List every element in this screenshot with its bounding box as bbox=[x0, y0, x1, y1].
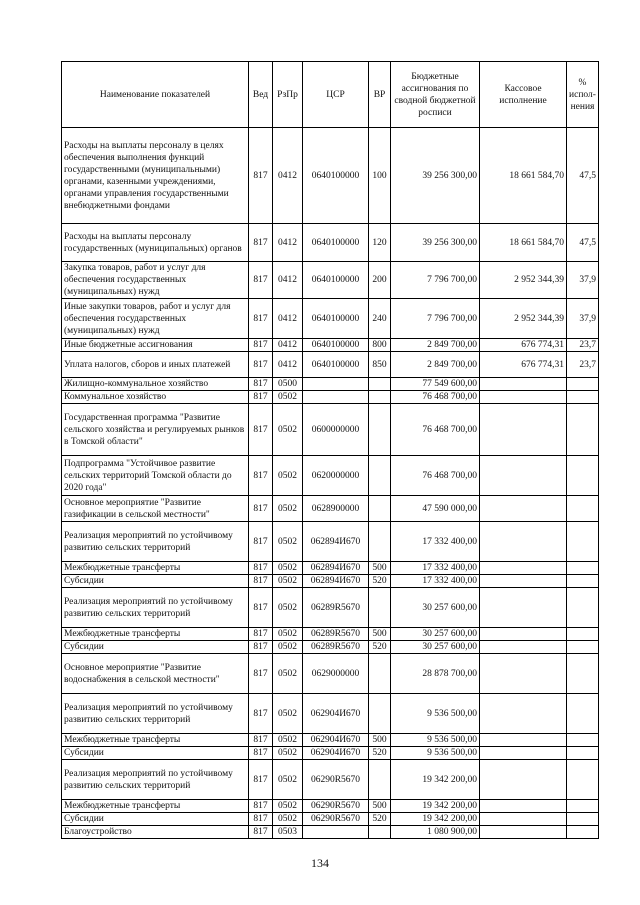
row-cash bbox=[480, 628, 567, 641]
row-budget: 39 256 300,00 bbox=[391, 128, 480, 224]
row-cash bbox=[480, 734, 567, 747]
row-cash bbox=[480, 522, 567, 562]
row-ved: 817 bbox=[249, 813, 273, 826]
row-rzpr: 0502 bbox=[273, 747, 303, 760]
row-cash bbox=[480, 378, 567, 391]
row-ved: 817 bbox=[249, 588, 273, 628]
row-rzpr: 0502 bbox=[273, 391, 303, 404]
table-row bbox=[62, 813, 599, 826]
row-ved: 817 bbox=[249, 262, 273, 299]
row-csr: 06289R5670 bbox=[303, 588, 369, 628]
header-cash: Кассовое исполнение bbox=[480, 62, 567, 128]
row-rzpr: 0502 bbox=[273, 588, 303, 628]
table-body bbox=[62, 128, 599, 839]
row-rzpr: 0500 bbox=[273, 378, 303, 391]
table-row bbox=[62, 456, 599, 496]
row-percent bbox=[567, 760, 599, 800]
row-rzpr: 0502 bbox=[273, 760, 303, 800]
row-ved: 817 bbox=[249, 522, 273, 562]
row-vr bbox=[369, 391, 391, 404]
row-name: Благоустройство bbox=[62, 826, 249, 839]
table-row bbox=[62, 694, 599, 734]
row-budget: 30 257 600,00 bbox=[391, 588, 480, 628]
row-percent bbox=[567, 404, 599, 456]
header-percent: % испол-нения bbox=[567, 62, 599, 128]
row-rzpr: 0502 bbox=[273, 496, 303, 522]
row-budget: 9 536 500,00 bbox=[391, 747, 480, 760]
row-percent bbox=[567, 826, 599, 839]
row-csr: 0640100000 bbox=[303, 352, 369, 378]
row-ved: 817 bbox=[249, 224, 273, 262]
row-vr: 520 bbox=[369, 641, 391, 654]
row-vr bbox=[369, 456, 391, 496]
row-ved: 817 bbox=[249, 694, 273, 734]
row-budget: 19 342 200,00 bbox=[391, 813, 480, 826]
row-cash: 18 661 584,70 bbox=[480, 128, 567, 224]
row-ved: 817 bbox=[249, 760, 273, 800]
row-ved: 817 bbox=[249, 654, 273, 694]
row-cash: 2 952 344,39 bbox=[480, 262, 567, 299]
row-name: Субсидии bbox=[62, 575, 249, 588]
row-cash: 2 952 344,39 bbox=[480, 299, 567, 339]
header-name: Наименование показателей bbox=[62, 62, 249, 128]
table-row bbox=[62, 575, 599, 588]
row-percent bbox=[567, 456, 599, 496]
header-budget: Бюджетные ассигнования по сводной бюджетной росписи bbox=[391, 62, 480, 128]
row-vr: 520 bbox=[369, 575, 391, 588]
row-csr: 0628900000 bbox=[303, 496, 369, 522]
row-vr: 520 bbox=[369, 813, 391, 826]
row-percent: 47,5 bbox=[567, 128, 599, 224]
row-rzpr: 0502 bbox=[273, 800, 303, 813]
row-vr bbox=[369, 404, 391, 456]
row-name: Государственная программа "Развитие сельского хозяйства и регулируемых рынков в Томской области" bbox=[62, 404, 249, 456]
table-row bbox=[62, 352, 599, 378]
row-budget: 9 536 500,00 bbox=[391, 734, 480, 747]
row-budget: 7 796 700,00 bbox=[391, 299, 480, 339]
row-ved: 817 bbox=[249, 456, 273, 496]
row-ved: 817 bbox=[249, 826, 273, 839]
row-vr bbox=[369, 694, 391, 734]
row-vr: 240 bbox=[369, 299, 391, 339]
row-budget: 1 080 900,00 bbox=[391, 826, 480, 839]
row-ved: 817 bbox=[249, 734, 273, 747]
row-cash bbox=[480, 391, 567, 404]
row-name: Межбюджетные трансферты bbox=[62, 628, 249, 641]
row-csr bbox=[303, 391, 369, 404]
row-rzpr: 0502 bbox=[273, 628, 303, 641]
row-csr: 0640100000 bbox=[303, 128, 369, 224]
table-row bbox=[62, 299, 599, 339]
row-budget: 17 332 400,00 bbox=[391, 522, 480, 562]
row-vr: 850 bbox=[369, 352, 391, 378]
table-header-row bbox=[62, 62, 599, 128]
row-percent: 23,7 bbox=[567, 352, 599, 378]
row-rzpr: 0412 bbox=[273, 262, 303, 299]
row-rzpr: 0502 bbox=[273, 404, 303, 456]
row-rzpr: 0502 bbox=[273, 641, 303, 654]
table-row bbox=[62, 747, 599, 760]
header-rzpr: РзПр bbox=[273, 62, 303, 128]
table-row bbox=[62, 339, 599, 352]
row-budget: 2 849 700,00 bbox=[391, 352, 480, 378]
row-percent bbox=[567, 694, 599, 734]
row-name: Реализация мероприятий по устойчивому развитию сельских территорий bbox=[62, 760, 249, 800]
row-name: Субсидии bbox=[62, 747, 249, 760]
header-ved: Вед bbox=[249, 62, 273, 128]
row-name: Субсидии bbox=[62, 813, 249, 826]
row-percent bbox=[567, 800, 599, 813]
row-budget: 30 257 600,00 bbox=[391, 641, 480, 654]
row-vr bbox=[369, 826, 391, 839]
row-cash bbox=[480, 575, 567, 588]
row-percent bbox=[567, 522, 599, 562]
row-csr: 062904И670 bbox=[303, 694, 369, 734]
row-budget: 19 342 200,00 bbox=[391, 760, 480, 800]
row-ved: 817 bbox=[249, 496, 273, 522]
table-row bbox=[62, 641, 599, 654]
row-budget: 9 536 500,00 bbox=[391, 694, 480, 734]
row-csr: 062904И670 bbox=[303, 747, 369, 760]
row-budget: 76 468 700,00 bbox=[391, 391, 480, 404]
row-percent: 47,5 bbox=[567, 224, 599, 262]
row-csr: 0629000000 bbox=[303, 654, 369, 694]
row-vr: 120 bbox=[369, 224, 391, 262]
row-cash bbox=[480, 826, 567, 839]
row-csr: 062894И670 bbox=[303, 522, 369, 562]
row-csr: 0640100000 bbox=[303, 224, 369, 262]
table-row bbox=[62, 391, 599, 404]
row-budget: 76 468 700,00 bbox=[391, 404, 480, 456]
table-row bbox=[62, 496, 599, 522]
row-cash bbox=[480, 800, 567, 813]
row-vr bbox=[369, 522, 391, 562]
table-row bbox=[62, 760, 599, 800]
row-budget: 76 468 700,00 bbox=[391, 456, 480, 496]
row-percent bbox=[567, 391, 599, 404]
row-ved: 817 bbox=[249, 339, 273, 352]
row-csr: 0620000000 bbox=[303, 456, 369, 496]
row-ved: 817 bbox=[249, 628, 273, 641]
row-percent bbox=[567, 734, 599, 747]
row-name: Подпрограмма "Устойчивое развитие сельских территорий Томской области до 2020 года" bbox=[62, 456, 249, 496]
row-cash bbox=[480, 641, 567, 654]
row-csr: 062894И670 bbox=[303, 562, 369, 575]
table-row bbox=[62, 224, 599, 262]
table-row bbox=[62, 378, 599, 391]
row-vr: 500 bbox=[369, 734, 391, 747]
table-row bbox=[62, 562, 599, 575]
row-vr bbox=[369, 588, 391, 628]
row-csr: 0640100000 bbox=[303, 262, 369, 299]
row-cash bbox=[480, 588, 567, 628]
table-row bbox=[62, 654, 599, 694]
row-csr: 0640100000 bbox=[303, 299, 369, 339]
row-cash bbox=[480, 747, 567, 760]
row-csr: 06290R5670 bbox=[303, 760, 369, 800]
row-csr: 062904И670 bbox=[303, 734, 369, 747]
row-csr: 0600000000 bbox=[303, 404, 369, 456]
header-csr: ЦСР bbox=[303, 62, 369, 128]
row-cash bbox=[480, 760, 567, 800]
row-cash bbox=[480, 456, 567, 496]
header-vr: ВР bbox=[369, 62, 391, 128]
row-rzpr: 0502 bbox=[273, 813, 303, 826]
row-name: Реализация мероприятий по устойчивому развитию сельских территорий bbox=[62, 694, 249, 734]
row-rzpr: 0502 bbox=[273, 562, 303, 575]
row-rzpr: 0412 bbox=[273, 339, 303, 352]
row-rzpr: 0502 bbox=[273, 734, 303, 747]
row-cash bbox=[480, 404, 567, 456]
row-rzpr: 0502 bbox=[273, 654, 303, 694]
row-name: Иные закупки товаров, работ и услуг для обеспечения государственных (муниципальных) нужд bbox=[62, 299, 249, 339]
row-budget: 17 332 400,00 bbox=[391, 575, 480, 588]
row-csr bbox=[303, 378, 369, 391]
row-vr: 800 bbox=[369, 339, 391, 352]
table-row bbox=[62, 734, 599, 747]
table-row bbox=[62, 128, 599, 224]
row-cash: 676 774,31 bbox=[480, 339, 567, 352]
row-vr bbox=[369, 760, 391, 800]
budget-table bbox=[61, 61, 599, 839]
row-csr: 06289R5670 bbox=[303, 641, 369, 654]
row-budget: 2 849 700,00 bbox=[391, 339, 480, 352]
row-rzpr: 0412 bbox=[273, 224, 303, 262]
row-name: Межбюджетные трансферты bbox=[62, 562, 249, 575]
row-ved: 817 bbox=[249, 391, 273, 404]
row-ved: 817 bbox=[249, 128, 273, 224]
table-row bbox=[62, 404, 599, 456]
row-percent bbox=[567, 813, 599, 826]
row-vr bbox=[369, 378, 391, 391]
row-percent: 37,9 bbox=[567, 299, 599, 339]
row-cash bbox=[480, 496, 567, 522]
row-ved: 817 bbox=[249, 404, 273, 456]
row-budget: 19 342 200,00 bbox=[391, 800, 480, 813]
table-row bbox=[62, 826, 599, 839]
row-percent bbox=[567, 575, 599, 588]
row-vr: 520 bbox=[369, 747, 391, 760]
row-name: Коммунальное хозяйство bbox=[62, 391, 249, 404]
row-vr bbox=[369, 654, 391, 694]
table-row bbox=[62, 262, 599, 299]
row-name: Уплата налогов, сборов и иных платежей bbox=[62, 352, 249, 378]
row-name: Реализация мероприятий по устойчивому развитию сельских территорий bbox=[62, 588, 249, 628]
row-cash bbox=[480, 694, 567, 734]
row-vr bbox=[369, 496, 391, 522]
row-name: Жилищно-коммунальное хозяйство bbox=[62, 378, 249, 391]
row-ved: 817 bbox=[249, 575, 273, 588]
row-csr: 06289R5670 bbox=[303, 628, 369, 641]
table-row bbox=[62, 628, 599, 641]
row-vr: 500 bbox=[369, 800, 391, 813]
row-rzpr: 0412 bbox=[273, 352, 303, 378]
row-ved: 817 bbox=[249, 299, 273, 339]
row-cash bbox=[480, 562, 567, 575]
row-csr: 062894И670 bbox=[303, 575, 369, 588]
row-cash: 18 661 584,70 bbox=[480, 224, 567, 262]
row-budget: 39 256 300,00 bbox=[391, 224, 480, 262]
row-name: Расходы на выплаты персоналу в целях обеспечения выполнения функций государственными (муниципальными) органами, казенными учреждениями, органами управления государственными внебюджетными фондами bbox=[62, 128, 249, 224]
row-ved: 817 bbox=[249, 641, 273, 654]
row-name: Иные бюджетные ассигнования bbox=[62, 339, 249, 352]
row-ved: 817 bbox=[249, 800, 273, 813]
row-percent: 37,9 bbox=[567, 262, 599, 299]
row-rzpr: 0412 bbox=[273, 299, 303, 339]
table-row bbox=[62, 522, 599, 562]
row-rzpr: 0503 bbox=[273, 826, 303, 839]
row-ved: 817 bbox=[249, 747, 273, 760]
row-budget: 7 796 700,00 bbox=[391, 262, 480, 299]
row-percent bbox=[567, 588, 599, 628]
row-ved: 817 bbox=[249, 562, 273, 575]
row-percent bbox=[567, 628, 599, 641]
row-cash bbox=[480, 813, 567, 826]
table-row bbox=[62, 800, 599, 813]
row-name: Межбюджетные трансферты bbox=[62, 800, 249, 813]
row-rzpr: 0412 bbox=[273, 128, 303, 224]
row-ved: 817 bbox=[249, 378, 273, 391]
row-name: Расходы на выплаты персоналу государственных (муниципальных) органов bbox=[62, 224, 249, 262]
row-cash: 676 774,31 bbox=[480, 352, 567, 378]
row-percent bbox=[567, 562, 599, 575]
row-rzpr: 0502 bbox=[273, 575, 303, 588]
row-cash bbox=[480, 654, 567, 694]
row-rzpr: 0502 bbox=[273, 522, 303, 562]
row-percent bbox=[567, 654, 599, 694]
row-csr: 0640100000 bbox=[303, 339, 369, 352]
row-name: Основное мероприятие "Развитие газификации в сельской местности" bbox=[62, 496, 249, 522]
row-percent: 23,7 bbox=[567, 339, 599, 352]
row-name: Субсидии bbox=[62, 641, 249, 654]
table-row bbox=[62, 588, 599, 628]
row-vr: 200 bbox=[369, 262, 391, 299]
row-rzpr: 0502 bbox=[273, 456, 303, 496]
row-vr: 100 bbox=[369, 128, 391, 224]
row-csr: 06290R5670 bbox=[303, 813, 369, 826]
row-csr bbox=[303, 826, 369, 839]
row-budget: 28 878 700,00 bbox=[391, 654, 480, 694]
row-budget: 47 590 000,00 bbox=[391, 496, 480, 522]
row-percent bbox=[567, 378, 599, 391]
row-name: Межбюджетные трансферты bbox=[62, 734, 249, 747]
page-number: 134 bbox=[311, 856, 329, 870]
row-percent bbox=[567, 747, 599, 760]
row-rzpr: 0502 bbox=[273, 694, 303, 734]
row-budget: 77 549 600,00 bbox=[391, 378, 480, 391]
row-percent bbox=[567, 496, 599, 522]
row-budget: 30 257 600,00 bbox=[391, 628, 480, 641]
row-name: Реализация мероприятий по устойчивому развитию сельских территорий bbox=[62, 522, 249, 562]
row-ved: 817 bbox=[249, 352, 273, 378]
row-budget: 17 332 400,00 bbox=[391, 562, 480, 575]
row-percent bbox=[567, 641, 599, 654]
row-csr: 06290R5670 bbox=[303, 800, 369, 813]
row-vr: 500 bbox=[369, 628, 391, 641]
row-name: Закупка товаров, работ и услуг для обеспечения государственных (муниципальных) нужд bbox=[62, 262, 249, 299]
row-vr: 500 bbox=[369, 562, 391, 575]
row-name: Основное мероприятие "Развитие водоснабжения в сельской местности" bbox=[62, 654, 249, 694]
